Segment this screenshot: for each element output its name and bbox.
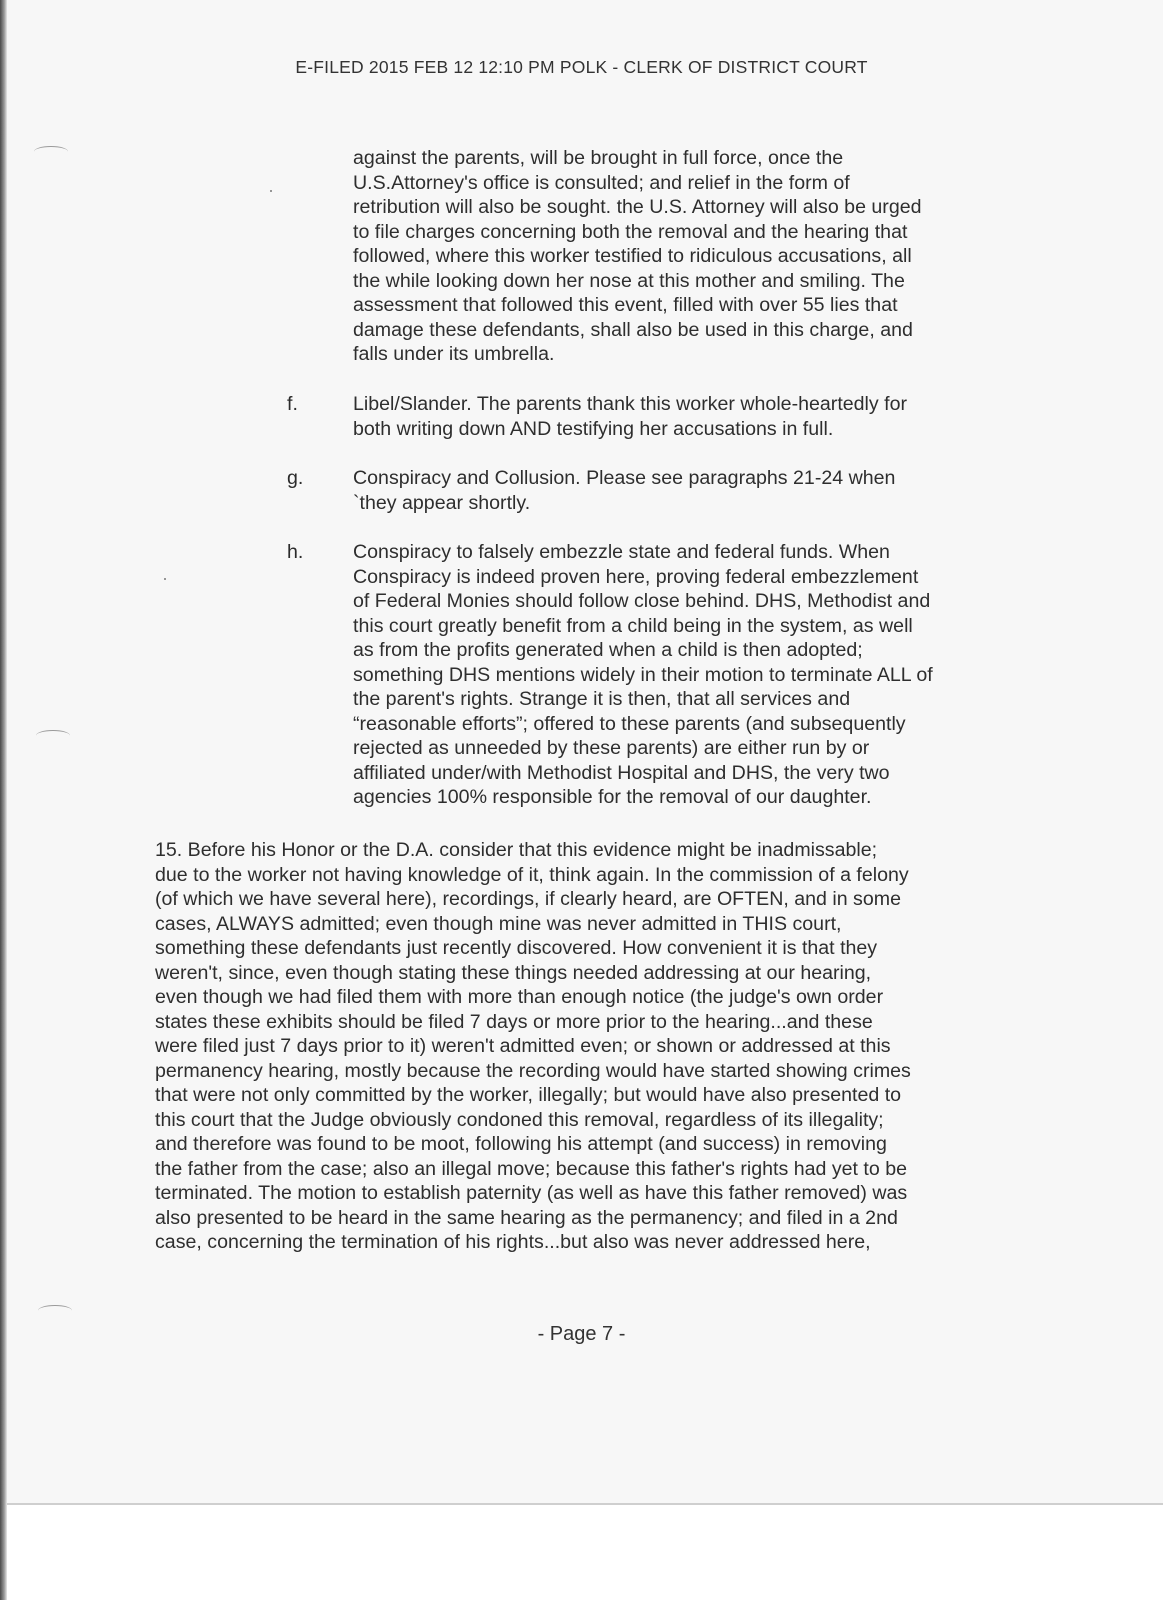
continuation-paragraph: against the parents, will be brought in full force, once the U.S.Attorney's office is consulted; and relief in the form of retribution will also be sought. the U.S. Attorney will also be urged to file charges concerning both the removal and the hearing that followed, where this worker testified to ridiculous accusations, all the while looking down her nose at this mother and smiling. The assessment that followed this event, filled with over 55 lies that damage these defendants, shall also be used in this charge, and falls under its umbrella. (353, 147, 922, 365)
punch-hole-mark (38, 1305, 72, 1316)
scan-speck (164, 578, 166, 580)
efiled-stamp: E-FILED 2015 FEB 12 12:10 PM POLK - CLERK OF DISTRICT COURT (295, 57, 868, 77)
list-item-text: Conspiracy to falsely embezzle state and federal funds. When Conspiracy is indeed proven here, proving federal embezzlement of Federal Monies should follow close behind. DHS, Methodist and this court greatly benefit from a child being in the system, as well as from the profits generated when a child is then adopted; something DHS mentions widely in their motion to terminate ALL of the parent's rights. Strange it is then, that all services and “reasonable efforts”; offered to these parents (and subsequently rejected as unneeded by these parents) are either run by or affiliated under/with Methodist Hospital and DHS, the very two agencies 100% responsible for the removal of our daughter. (353, 541, 933, 808)
list-item-text: Conspiracy and Collusion. Please see paragraphs 21-24 when `they appear shortly. (353, 467, 896, 514)
punch-hole-mark (34, 146, 68, 157)
page-number: - Page 7 - (537, 1323, 626, 1345)
scan-speck (270, 190, 272, 192)
punch-hole-mark (36, 730, 70, 741)
list-item-letter: h. (287, 541, 304, 563)
list-item-text: Libel/Slander. The parents thank this worker whole-heartedly for both writing down AND testifying her accusations in full. (353, 393, 908, 440)
paragraph-15: 15. Before his Honor or the D.A. consider that this evidence might be inadmissable; due to the worker not having knowledge of it, think again. In the commission of a felony (of which we have several here), recordings, if clearly heard, are OFTEN, and in some cases, ALWAYS admitted; even though mine was never admitted in THIS court, something these defendants just recently discovered. How convenient it is that they weren't, since, even though stating these things needed addressing at our hearing, even though we had filed them with more than enough notice (the judge's own order states these exhibits should be filed 7 days or more prior to the hearing...and these were filed just 7 days prior to it) weren't admitted even; or shown or addressed at this permanency hearing, mostly because the recording would have started showing crimes that were not only committed by the worker, illegally; but would have also presented to this court that the Judge obviously condoned this removal, regardless of its illegality; and therefore was found to be moot, following his attempt (and success) in removing the father from the case; also an illegal move; because this father's rights had yet to be terminated. The motion to establish paternity (as well as have this father removed) was also presented to be heard in the same hearing as the permanency; and filed in a 2nd case, concerning the termination of his rights...but also was never addressed here, (155, 839, 911, 1253)
scan-blank-area (7, 1505, 1163, 1600)
scan-edge-shadow (0, 0, 7, 1600)
list-item-letter: f. (287, 393, 298, 415)
list-item-letter: g. (287, 467, 304, 489)
